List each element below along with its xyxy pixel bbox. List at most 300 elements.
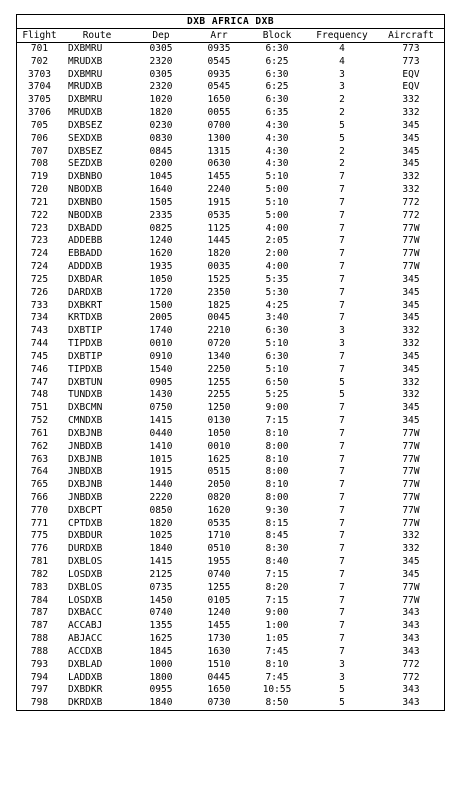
cell-aircraft: 77W (402, 453, 420, 465)
cell-aircraft: 343 (402, 684, 420, 696)
cell-dep: 1430 (149, 389, 173, 401)
col-header-block: Block (248, 29, 306, 43)
cell-aircraft: 77W (402, 517, 420, 529)
cell-flight: 725 (30, 273, 49, 285)
cell-dep: 2320 (149, 81, 173, 93)
cell-arr: 0700 (207, 119, 231, 131)
cell-flight: 798 (30, 697, 49, 709)
cell-route: DKRDXB (68, 697, 103, 709)
cell-arr: 0535 (207, 517, 231, 529)
table-row (17, 235, 444, 248)
cell-arr: 0105 (207, 594, 231, 606)
cell-frequency: 7 (339, 196, 345, 208)
cell-block: 6:30 (265, 68, 289, 80)
cell-route: ADDDXB (68, 261, 103, 273)
cell-flight: 743 (30, 325, 49, 337)
table-row (17, 441, 444, 454)
cell-route: KRTDXB (68, 312, 103, 324)
title-row (17, 15, 444, 29)
cell-flight: 770 (30, 504, 49, 516)
cell-arr: 1650 (207, 94, 231, 106)
cell-arr: 0740 (207, 568, 231, 580)
cell-flight: 765 (30, 479, 49, 491)
cell-block: 8:10 (265, 453, 289, 465)
cell-frequency: 7 (339, 248, 345, 260)
cell-aircraft: 773 (402, 43, 420, 54)
table-row (17, 338, 444, 351)
table-row (17, 287, 444, 300)
cell-flight: 720 (30, 184, 49, 196)
table-row (17, 428, 444, 441)
cell-frequency: 7 (339, 556, 345, 568)
cell-aircraft: 332 (402, 107, 420, 119)
table-row (17, 633, 444, 646)
cell-flight: 793 (30, 658, 49, 670)
cell-aircraft: 77W (402, 504, 420, 516)
cell-arr: 1620 (207, 504, 231, 516)
schedule-table (17, 15, 444, 710)
cell-arr: 1820 (207, 248, 231, 260)
table-row (17, 582, 444, 595)
cell-route: DXBADD (68, 222, 103, 234)
table-body (17, 43, 444, 711)
cell-dep: 1935 (149, 261, 173, 273)
cell-frequency: 7 (339, 312, 345, 324)
cell-block: 8:15 (265, 517, 289, 529)
cell-route: TIPDXB (68, 338, 103, 350)
col-header-aircraft: Aircraft (378, 29, 444, 43)
cell-arr: 0820 (207, 491, 231, 503)
cell-arr: 1240 (207, 607, 231, 619)
cell-arr: 1510 (207, 658, 231, 670)
table-row (17, 595, 444, 608)
cell-aircraft: 772 (402, 196, 420, 208)
cell-dep: 0735 (149, 581, 173, 593)
cell-arr: 0545 (207, 81, 231, 93)
cell-route: DXBSEZ (68, 119, 103, 131)
cell-frequency: 3 (339, 68, 345, 80)
cell-dep: 2220 (149, 491, 173, 503)
cell-arr: 2255 (207, 389, 231, 401)
cell-flight: 748 (30, 389, 49, 401)
cell-arr: 1630 (207, 645, 231, 657)
cell-flight: 762 (30, 440, 49, 452)
cell-aircraft: 345 (402, 363, 420, 375)
cell-block: 7:45 (265, 671, 289, 683)
cell-route: ACCABJ (68, 620, 103, 632)
cell-arr: 1455 (207, 171, 231, 183)
cell-dep: 0740 (149, 607, 173, 619)
cell-block: 6:30 (265, 325, 289, 337)
cell-flight: 771 (30, 517, 49, 529)
cell-flight: 788 (30, 645, 49, 657)
cell-flight: 706 (30, 132, 49, 144)
cell-frequency: 7 (339, 286, 345, 298)
cell-frequency: 7 (339, 453, 345, 465)
cell-block: 6:25 (265, 81, 289, 93)
cell-flight: 752 (30, 415, 49, 427)
cell-aircraft: 332 (402, 325, 420, 337)
cell-dep: 0440 (149, 427, 173, 439)
table-row (17, 479, 444, 492)
cell-frequency: 7 (339, 273, 345, 285)
cell-frequency: 7 (339, 543, 345, 555)
cell-arr: 2210 (207, 325, 231, 337)
schedule-table-frame (16, 14, 445, 711)
cell-dep: 1800 (149, 671, 173, 683)
cell-route: DARDXB (68, 286, 103, 298)
cell-block: 4:00 (265, 222, 289, 234)
cell-flight: 788 (30, 633, 49, 645)
cell-flight: 3706 (28, 107, 51, 119)
cell-aircraft: 772 (402, 209, 420, 221)
col-header-route: Route (62, 29, 132, 43)
cell-aircraft: 77W (402, 581, 420, 593)
cell-arr: 0515 (207, 466, 231, 478)
cell-arr: 1915 (207, 196, 231, 208)
cell-flight: 722 (30, 209, 49, 221)
cell-route: CPTDXB (68, 517, 103, 529)
cell-flight: 733 (30, 299, 49, 311)
cell-route: JNBDXB (68, 491, 103, 503)
table-row (17, 620, 444, 633)
cell-block: 4:30 (265, 132, 289, 144)
cell-frequency: 5 (339, 389, 345, 401)
cell-route: DXBKRT (68, 299, 103, 311)
table-row (17, 672, 444, 685)
cell-flight: 776 (30, 543, 49, 555)
cell-frequency: 4 (339, 43, 345, 54)
table-row (17, 107, 444, 120)
cell-arr: 0035 (207, 261, 231, 273)
cell-block: 6:30 (265, 94, 289, 106)
cell-block: 7:15 (265, 594, 289, 606)
cell-flight: 726 (30, 286, 49, 298)
cell-frequency: 7 (339, 209, 345, 221)
cell-frequency: 7 (339, 299, 345, 311)
cell-route: CMNDXB (68, 415, 103, 427)
cell-aircraft: 332 (402, 338, 420, 350)
cell-arr: 1825 (207, 299, 231, 311)
table-row (17, 518, 444, 531)
cell-arr: 0445 (207, 671, 231, 683)
table-row (17, 389, 444, 402)
cell-block: 5:30 (265, 286, 289, 298)
cell-route: DXBDKR (68, 684, 103, 696)
cell-flight: 723 (30, 222, 49, 234)
cell-block: 8:50 (265, 697, 289, 709)
cell-aircraft: 772 (402, 671, 420, 683)
table-row (17, 43, 444, 56)
cell-route: DXBJNB (68, 479, 103, 491)
cell-aircraft: 772 (402, 658, 420, 670)
cell-aircraft: 77W (402, 594, 420, 606)
cell-dep: 1025 (149, 530, 173, 542)
cell-frequency: 3 (339, 671, 345, 683)
table-row (17, 223, 444, 236)
header-row (17, 29, 444, 43)
cell-frequency: 7 (339, 415, 345, 427)
cell-frequency: 5 (339, 697, 345, 709)
cell-route: DXBACC (68, 607, 103, 619)
table-row (17, 94, 444, 107)
cell-route: LADDXB (68, 671, 103, 683)
cell-arr: 1255 (207, 581, 231, 593)
cell-dep: 1240 (149, 235, 173, 247)
cell-route: DXBDUR (68, 530, 103, 542)
table-row (17, 415, 444, 428)
cell-flight: 724 (30, 248, 49, 260)
cell-route: DXBTIP (68, 350, 103, 362)
cell-frequency: 7 (339, 517, 345, 529)
cell-dep: 1415 (149, 556, 173, 568)
cell-block: 8:10 (265, 427, 289, 439)
cell-route: SEXDXB (68, 132, 103, 144)
cell-block: 8:45 (265, 530, 289, 542)
cell-flight: 719 (30, 171, 49, 183)
cell-aircraft: 77W (402, 479, 420, 491)
cell-route: DXBNBO (68, 171, 103, 183)
cell-aircraft: 345 (402, 286, 420, 298)
table-row (17, 556, 444, 569)
cell-block: 8:30 (265, 543, 289, 555)
cell-arr: 1340 (207, 350, 231, 362)
cell-arr: 1625 (207, 453, 231, 465)
cell-block: 2:05 (265, 235, 289, 247)
cell-arr: 2050 (207, 479, 231, 491)
cell-aircraft: 77W (402, 491, 420, 503)
cell-dep: 0850 (149, 504, 173, 516)
cell-aircraft: 343 (402, 633, 420, 645)
cell-flight: 782 (30, 568, 49, 580)
cell-frequency: 3 (339, 338, 345, 350)
table-row (17, 466, 444, 479)
cell-frequency: 7 (339, 261, 345, 273)
cell-route: ABJACC (68, 633, 103, 645)
cell-dep: 1020 (149, 94, 173, 106)
table-row (17, 210, 444, 223)
table-row (17, 120, 444, 133)
cell-aircraft: 345 (402, 132, 420, 144)
cell-flight: 787 (30, 620, 49, 632)
cell-block: 6:30 (265, 350, 289, 362)
cell-aircraft: 345 (402, 402, 420, 414)
cell-aircraft: 345 (402, 145, 420, 157)
cell-flight: 775 (30, 530, 49, 542)
table-row (17, 351, 444, 364)
cell-arr: 0730 (207, 697, 231, 709)
cell-route: MRUDXB (68, 107, 103, 119)
cell-dep: 1410 (149, 440, 173, 452)
table-row (17, 697, 444, 710)
col-header-dep: Dep (132, 29, 190, 43)
cell-route: DXBJNB (68, 427, 103, 439)
cell-flight: 702 (30, 55, 49, 67)
cell-aircraft: EQV (402, 81, 420, 93)
cell-aircraft: 332 (402, 530, 420, 542)
cell-frequency: 7 (339, 171, 345, 183)
cell-frequency: 7 (339, 479, 345, 491)
cell-aircraft: 332 (402, 389, 420, 401)
cell-dep: 2005 (149, 312, 173, 324)
table-title: DXB AFRICA DXB (17, 15, 444, 29)
cell-flight: 744 (30, 338, 49, 350)
cell-aircraft: 77W (402, 466, 420, 478)
cell-block: 5:10 (265, 338, 289, 350)
cell-aircraft: 343 (402, 607, 420, 619)
cell-route: MRUDXB (68, 81, 103, 93)
cell-route: DXBJNB (68, 453, 103, 465)
cell-block: 4:25 (265, 299, 289, 311)
cell-aircraft: 343 (402, 697, 420, 709)
cell-block: 8:00 (265, 440, 289, 452)
cell-dep: 0200 (149, 158, 173, 170)
cell-route: SEZDXB (68, 158, 103, 170)
col-header-frequency: Frequency (306, 29, 378, 43)
cell-dep: 1640 (149, 184, 173, 196)
cell-frequency: 7 (339, 440, 345, 452)
cell-block: 1:00 (265, 620, 289, 632)
table-row (17, 158, 444, 171)
cell-dep: 1720 (149, 286, 173, 298)
cell-frequency: 5 (339, 376, 345, 388)
cell-arr: 1650 (207, 684, 231, 696)
cell-block: 5:35 (265, 273, 289, 285)
cell-dep: 1045 (149, 171, 173, 183)
cell-arr: 1455 (207, 620, 231, 632)
cell-frequency: 2 (339, 145, 345, 157)
cell-arr: 0510 (207, 543, 231, 555)
cell-flight: 723 (30, 235, 49, 247)
cell-frequency: 3 (339, 81, 345, 93)
cell-frequency: 7 (339, 633, 345, 645)
cell-route: DXBCPT (68, 504, 103, 516)
cell-aircraft: 77W (402, 440, 420, 452)
cell-dep: 0010 (149, 338, 173, 350)
cell-arr: 1255 (207, 376, 231, 388)
cell-block: 4:30 (265, 145, 289, 157)
cell-block: 4:30 (265, 119, 289, 131)
cell-dep: 1820 (149, 517, 173, 529)
cell-arr: 1315 (207, 145, 231, 157)
cell-aircraft: 77W (402, 222, 420, 234)
cell-dep: 1450 (149, 594, 173, 606)
cell-arr: 1125 (207, 222, 231, 234)
cell-route: DXBCMN (68, 402, 103, 414)
cell-route: DXBLOS (68, 581, 103, 593)
cell-arr: 1730 (207, 633, 231, 645)
cell-frequency: 7 (339, 568, 345, 580)
cell-flight: 781 (30, 556, 49, 568)
cell-dep: 0305 (149, 43, 173, 54)
cell-aircraft: 345 (402, 568, 420, 580)
cell-aircraft: 345 (402, 119, 420, 131)
cell-block: 8:40 (265, 556, 289, 568)
cell-route: JNBDXB (68, 466, 103, 478)
cell-route: LOSDXB (68, 594, 103, 606)
cell-arr: 1250 (207, 402, 231, 414)
cell-aircraft: 77W (402, 248, 420, 260)
cell-frequency: 7 (339, 530, 345, 542)
cell-block: 9:30 (265, 504, 289, 516)
cell-block: 5:00 (265, 184, 289, 196)
cell-frequency: 7 (339, 184, 345, 196)
cell-frequency: 7 (339, 491, 345, 503)
cell-flight: 705 (30, 119, 49, 131)
cell-flight: 724 (30, 261, 49, 273)
table-row (17, 364, 444, 377)
table-row (17, 684, 444, 697)
cell-block: 7:15 (265, 415, 289, 427)
cell-dep: 1015 (149, 453, 173, 465)
cell-route: JNBDXB (68, 440, 103, 452)
cell-route: DXBSEZ (68, 145, 103, 157)
cell-arr: 0630 (207, 158, 231, 170)
cell-aircraft: 345 (402, 415, 420, 427)
cell-frequency: 7 (339, 581, 345, 593)
cell-block: 5:10 (265, 363, 289, 375)
cell-route: NBODXB (68, 209, 103, 221)
cell-route: DXBTIP (68, 325, 103, 337)
table-row (17, 659, 444, 672)
table-row (17, 274, 444, 287)
cell-aircraft: 332 (402, 94, 420, 106)
table-row (17, 492, 444, 505)
cell-dep: 1915 (149, 466, 173, 478)
cell-block: 2:00 (265, 248, 289, 260)
cell-aircraft: 332 (402, 184, 420, 196)
cell-frequency: 7 (339, 350, 345, 362)
cell-flight: 761 (30, 427, 49, 439)
cell-arr: 0545 (207, 55, 231, 67)
cell-dep: 1000 (149, 658, 173, 670)
cell-route: DXBMRU (68, 94, 103, 106)
cell-arr: 2240 (207, 184, 231, 196)
cell-arr: 0720 (207, 338, 231, 350)
cell-dep: 0905 (149, 376, 173, 388)
cell-frequency: 7 (339, 427, 345, 439)
cell-frequency: 4 (339, 55, 345, 67)
cell-frequency: 3 (339, 325, 345, 337)
cell-aircraft: 345 (402, 556, 420, 568)
table-row (17, 300, 444, 313)
cell-block: 7:15 (265, 568, 289, 580)
cell-dep: 1840 (149, 697, 173, 709)
cell-aircraft: 77W (402, 235, 420, 247)
cell-dep: 1740 (149, 325, 173, 337)
table-row (17, 454, 444, 467)
cell-route: TUNDXB (68, 389, 103, 401)
cell-aircraft: 343 (402, 620, 420, 632)
cell-dep: 0825 (149, 222, 173, 234)
cell-block: 7:45 (265, 645, 289, 657)
cell-arr: 0130 (207, 415, 231, 427)
cell-flight: 701 (30, 43, 49, 54)
cell-route: TIPDXB (68, 363, 103, 375)
cell-frequency: 2 (339, 107, 345, 119)
cell-flight: 764 (30, 466, 49, 478)
cell-dep: 0230 (149, 119, 173, 131)
table-row (17, 56, 444, 69)
cell-flight: 708 (30, 158, 49, 170)
table-row (17, 402, 444, 415)
cell-aircraft: 77W (402, 261, 420, 273)
cell-block: 6:50 (265, 376, 289, 388)
cell-flight: 797 (30, 684, 49, 696)
cell-dep: 0845 (149, 145, 173, 157)
table-row (17, 646, 444, 659)
col-header-arr: Arr (190, 29, 248, 43)
